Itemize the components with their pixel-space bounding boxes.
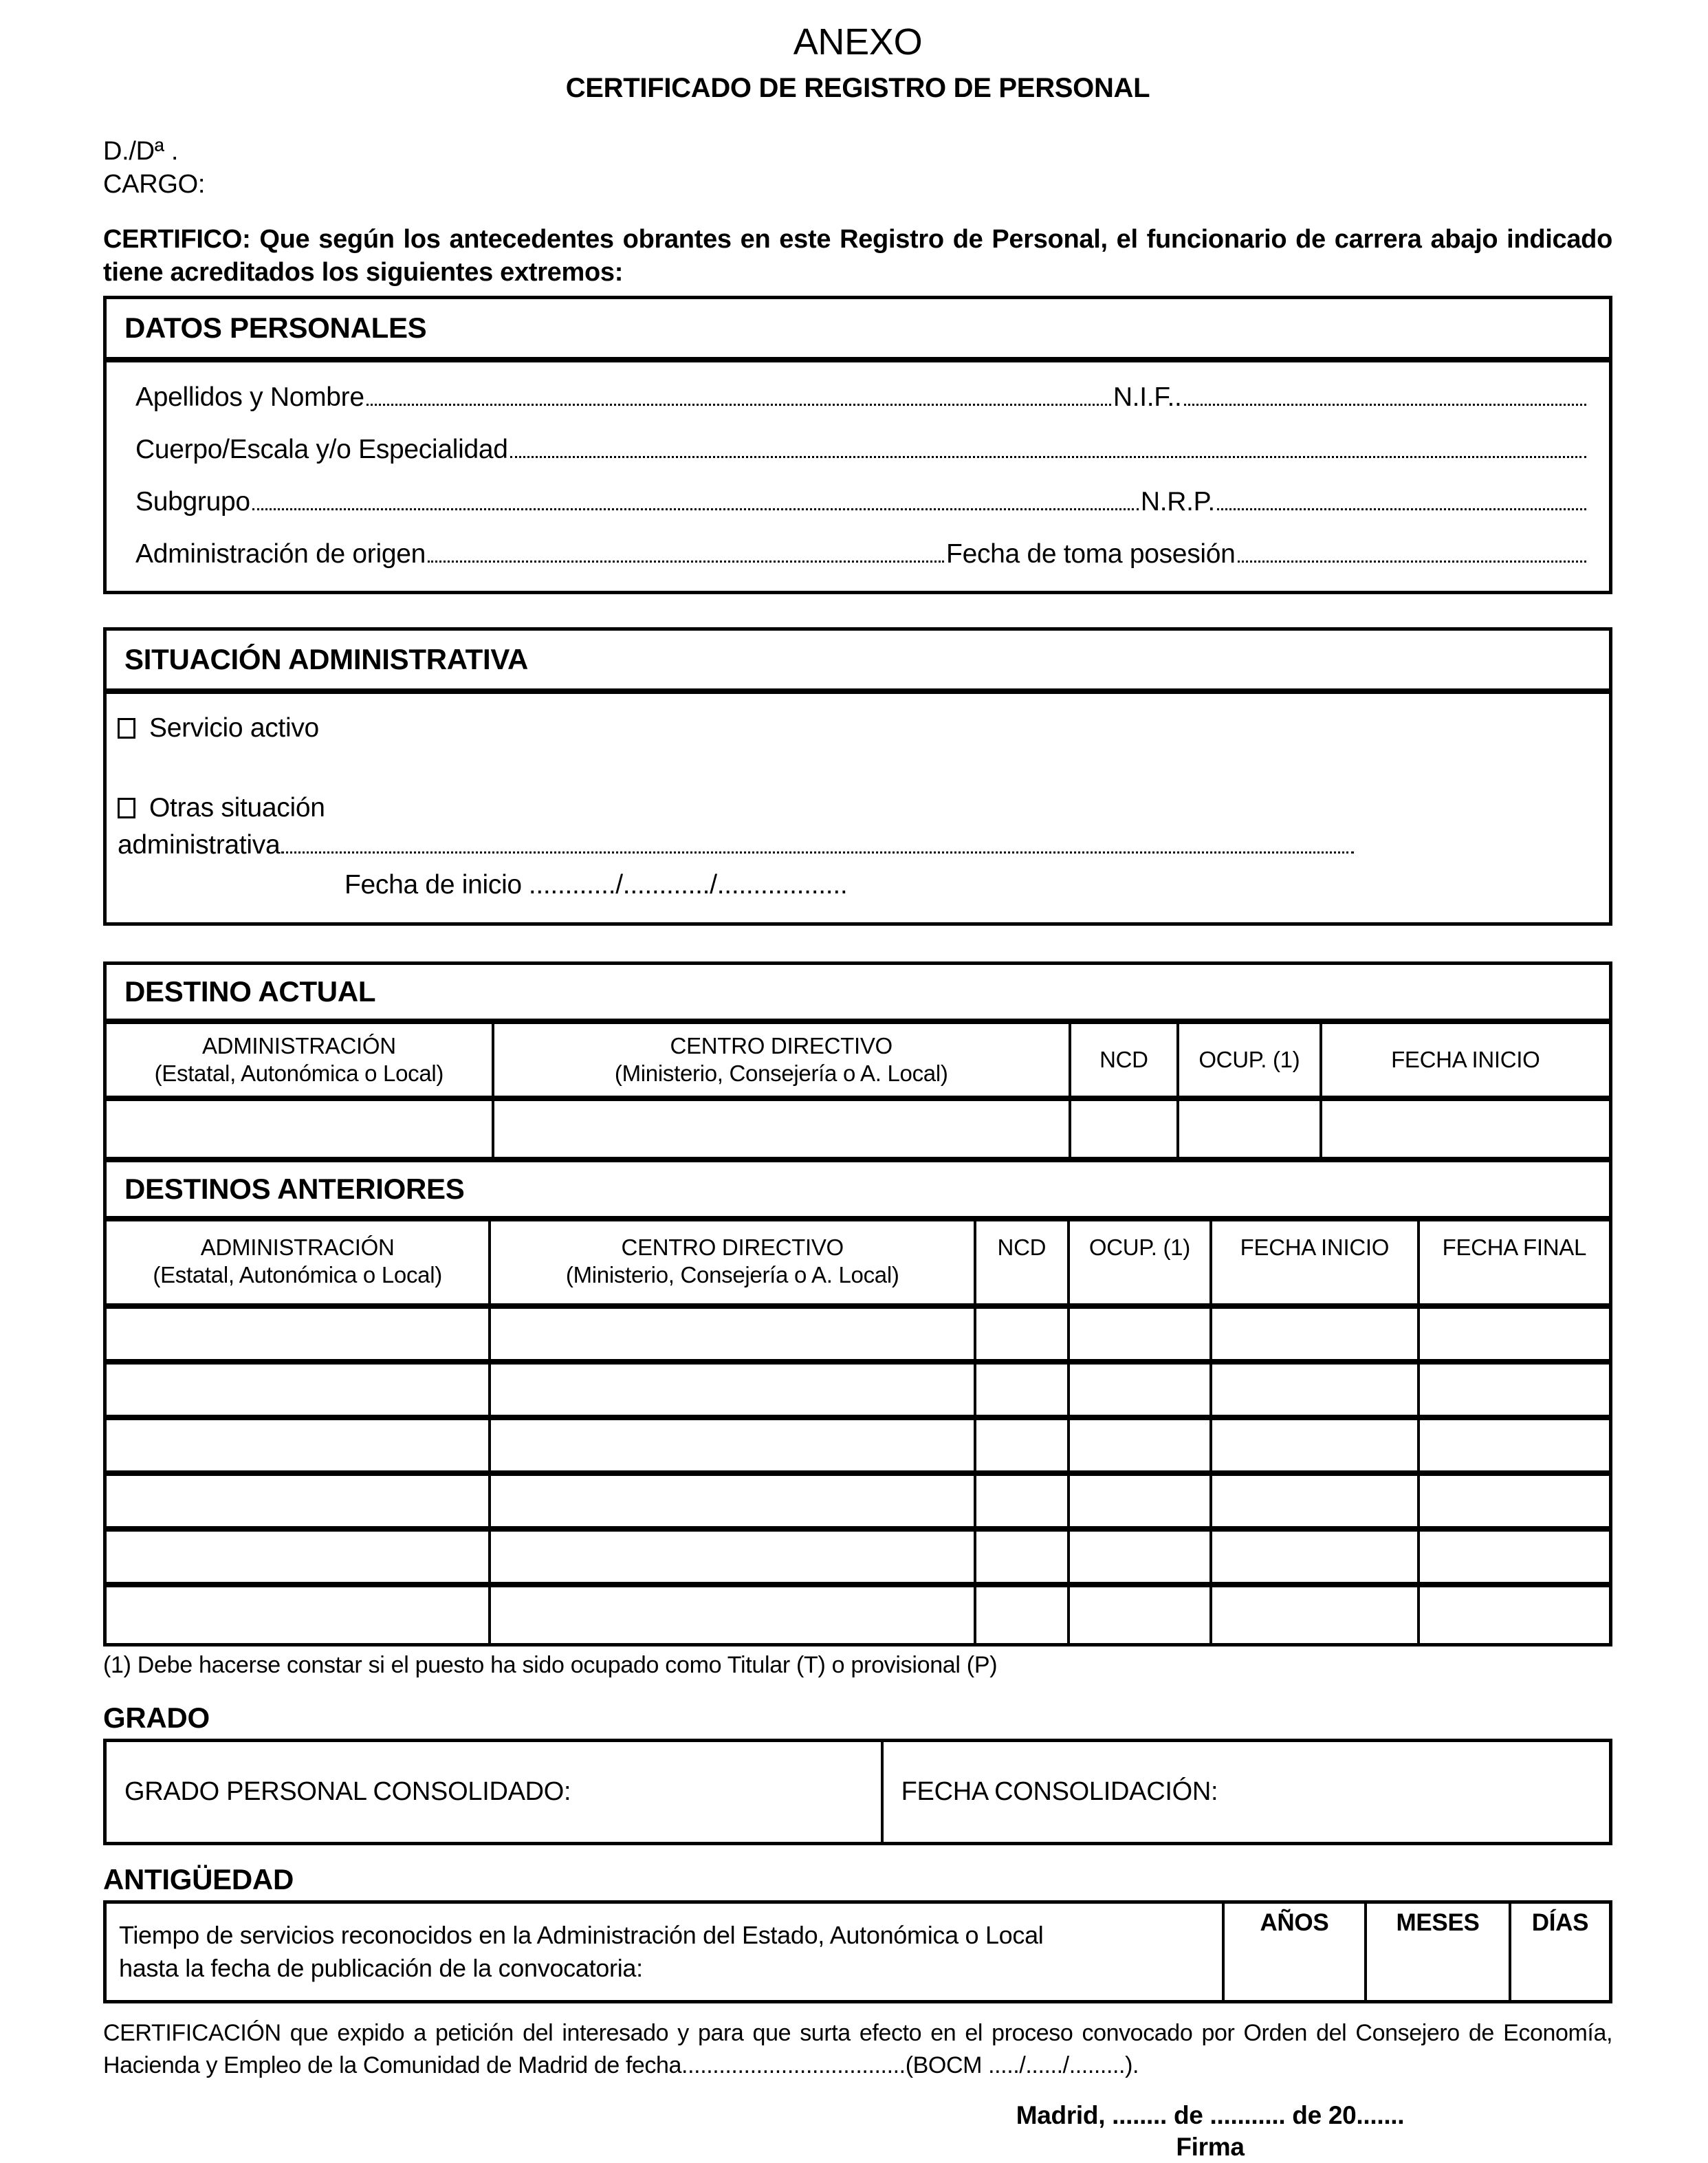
subgrupo-fill-line [252,508,1139,510]
column-header-ncd: NCD [976,1221,1069,1303]
fecha-toma-posesion-label: Fecha de toma posesión [946,539,1236,569]
column-header-ocup: OCUP. (1) [1179,1024,1322,1096]
datos-personales-fields [107,362,1609,591]
table-cell-empty [107,1420,491,1470]
table-cell-empty [976,1309,1069,1359]
servicio-activo-label: Servicio activo [149,713,319,743]
situacion-administrativa-section [103,627,1612,926]
table-cell-empty [1070,1476,1213,1526]
intro-block [103,135,1612,201]
column-header-ocup: OCUP. (1) [1070,1221,1213,1303]
destinos-anteriores-empty-row [107,1476,1609,1532]
column-header-ncd: NCD [1071,1024,1179,1096]
signature-date-line: Madrid, ........ de ........... de 20....... [1016,2101,1405,2129]
fecha-consolidacion-cell: FECHA CONSOLIDACIÓN: [901,1777,1218,1806]
destino-actual-empty-row [107,1101,1609,1162]
table-cell-empty [976,1420,1069,1470]
table-cell-empty [1420,1476,1609,1526]
cargo-line: CARGO: [103,170,206,199]
table-cell-empty [491,1309,976,1359]
administrativa-label: administrativa [118,830,281,860]
column-header-centro-directivo: CENTRO DIRECTIVO (Ministerio, Consejería o A. Local) [491,1221,976,1303]
table-cell-empty [107,1476,491,1526]
apellidos-nombre-label: Apellidos y Nombre [135,382,364,412]
table-cell-empty [1420,1309,1609,1359]
grado-personal-consolidado-cell: GRADO PERSONAL CONSOLIDADO: [107,1742,884,1842]
table-cell-empty [491,1476,976,1526]
table-cell-empty [1070,1587,1213,1643]
table-cell-empty [1212,1365,1420,1415]
page-subtitle: CERTIFICADO DE REGISTRO DE PERSONAL [565,73,1150,103]
cuerpo-escala-label: Cuerpo/Escala y/o Especialidad [135,435,508,464]
column-header-centro-directivo: CENTRO DIRECTIVO (Ministerio, Consejería o A. Local) [494,1024,1071,1096]
table-cell-empty [1070,1532,1213,1582]
table-cell-empty [1420,1420,1609,1470]
destinos-anteriores-empty-row [107,1420,1609,1476]
grado-heading: GRADO [103,1702,210,1734]
datos-personales-header: DATOS PERSONALES [107,299,1609,362]
table-cell-empty [976,1532,1069,1582]
destinos-anteriores-empty-row [107,1587,1609,1643]
administracion-origen-row [135,539,1588,570]
table-cell-empty [1212,1309,1420,1359]
page-title: ANEXO [793,21,923,63]
table-cell-empty [107,1101,494,1157]
table-cell-empty [491,1587,976,1643]
destinos-anteriores-empty-row [107,1532,1609,1587]
table-cell-empty [1420,1365,1609,1415]
certificacion-paragraph: CERTIFICACIÓN que expido a petición del interesado y para que surta efecto en el proceso convocado por Orden del Consejero de Economía, Hacienda y Empleo de la Comunidad de Madrid de fecha....................................(BOCM ...../....../.........). [103,2020,1612,2078]
table-cell-empty [1070,1420,1213,1470]
table-cell-empty [976,1476,1069,1526]
table-cell-empty [1212,1420,1420,1470]
table-cell-empty [1070,1365,1213,1415]
table-cell-empty [494,1101,1071,1157]
antiguedad-heading: ANTIGÜEDAD [103,1863,294,1895]
fecha-inicio-row [118,869,1588,902]
nif-label: N.I.F.. [1113,382,1182,412]
signature-block [901,2100,1520,2163]
otras-situacion-row [118,792,1588,825]
table-cell-empty [1212,1532,1420,1582]
administrativa-row [118,829,1588,862]
destinos-section [103,961,1612,1646]
table-cell-empty [1420,1532,1609,1582]
fecha-toma-fill-line [1238,561,1586,563]
otras-situacion-label: Otras situación [149,793,325,823]
table-cell-empty [1070,1309,1213,1359]
servicio-activo-row [118,712,1588,745]
destinos-anteriores-empty-row [107,1365,1609,1420]
nrp-fill-line [1217,508,1586,510]
table-cell-empty [1212,1476,1420,1526]
column-header-administracion: ADMINISTRACIÓN (Estatal, Autonómica o Local) [107,1221,491,1303]
table-cell-empty [107,1309,491,1359]
certifico-paragraph: CERTIFICO: Que según los antecedentes obrantes en este Registro de Personal, el funcionario de carrera abajo indicado tiene acreditados los siguientes extremos: [103,225,1612,287]
dda-line: D./Dª . [103,137,179,166]
subgrupo-row [135,486,1588,518]
cuerpo-fill-line [510,456,1586,458]
column-header-anos: AÑOS [1225,1904,1368,2000]
table-cell-empty [491,1420,976,1470]
otras-situacion-checkbox[interactable] [118,798,135,818]
servicio-activo-checkbox[interactable] [118,718,135,739]
table-cell-empty [491,1532,976,1582]
apellidos-nombre-row [135,382,1588,413]
table-cell-empty [107,1365,491,1415]
antiguedad-table [103,1900,1612,2003]
destino-actual-column-headers [107,1024,1609,1101]
destinos-anteriores-header: DESTINOS ANTERIORES [107,1162,1609,1221]
table-cell-empty [1071,1101,1179,1157]
grado-table [103,1739,1612,1845]
table-cell-empty [107,1532,491,1582]
column-header-administracion: ADMINISTRACIÓN (Estatal, Autonómica o Local) [107,1024,494,1096]
administracion-origen-label: Administración de origen [135,539,426,569]
table-cell-empty [107,1587,491,1643]
tiempo-servicios-cell: Tiempo de servicios reconocidos en la Administración del Estado, Autonómica o Local hasta la fecha de publicación de la convocatoria: [107,1904,1225,2000]
column-header-fecha-final: FECHA FINAL [1442,1235,1587,1260]
situacion-administrativa-header: SITUACIÓN ADMINISTRATIVA [107,631,1609,694]
table-cell-empty [1179,1101,1322,1157]
column-header-meses: MESES [1367,1904,1511,2000]
column-header-fecha-inicio: FECHA INICIO [1391,1047,1540,1072]
administrativa-fill-line [281,851,1354,854]
table-cell-empty [1420,1587,1609,1643]
column-header-dias: DÍAS [1531,1909,1589,1936]
administracion-origen-fill-line [428,561,944,563]
situacion-content [107,694,1609,922]
table-cell-empty [1322,1101,1609,1157]
datos-personales-section [103,296,1612,594]
destino-actual-header: DESTINO ACTUAL [107,965,1609,1024]
nrp-label: N.R.P. [1140,487,1215,517]
table-cell-empty [976,1365,1069,1415]
table-cell-empty [1212,1587,1420,1643]
apellidos-fill-line [366,404,1111,406]
fecha-inicio-dots: ............/............/.................. [528,870,848,900]
column-header-fecha-inicio: FECHA INICIO [1212,1221,1420,1303]
ocup-footnote: (1) Debe hacerse constar si el puesto ha sido ocupado como Titular (T) o provisional (P) [103,1652,998,1678]
fecha-inicio-label: Fecha de inicio [344,870,522,900]
nif-fill-line [1184,404,1586,406]
table-cell-empty [491,1365,976,1415]
destinos-anteriores-empty-row [107,1309,1609,1365]
table-cell-empty [976,1587,1069,1643]
signature-firma-label: Firma [1176,2133,1245,2161]
cuerpo-escala-row [135,434,1588,466]
subgrupo-label: Subgrupo [135,487,250,517]
destinos-anteriores-column-headers [107,1221,1609,1309]
